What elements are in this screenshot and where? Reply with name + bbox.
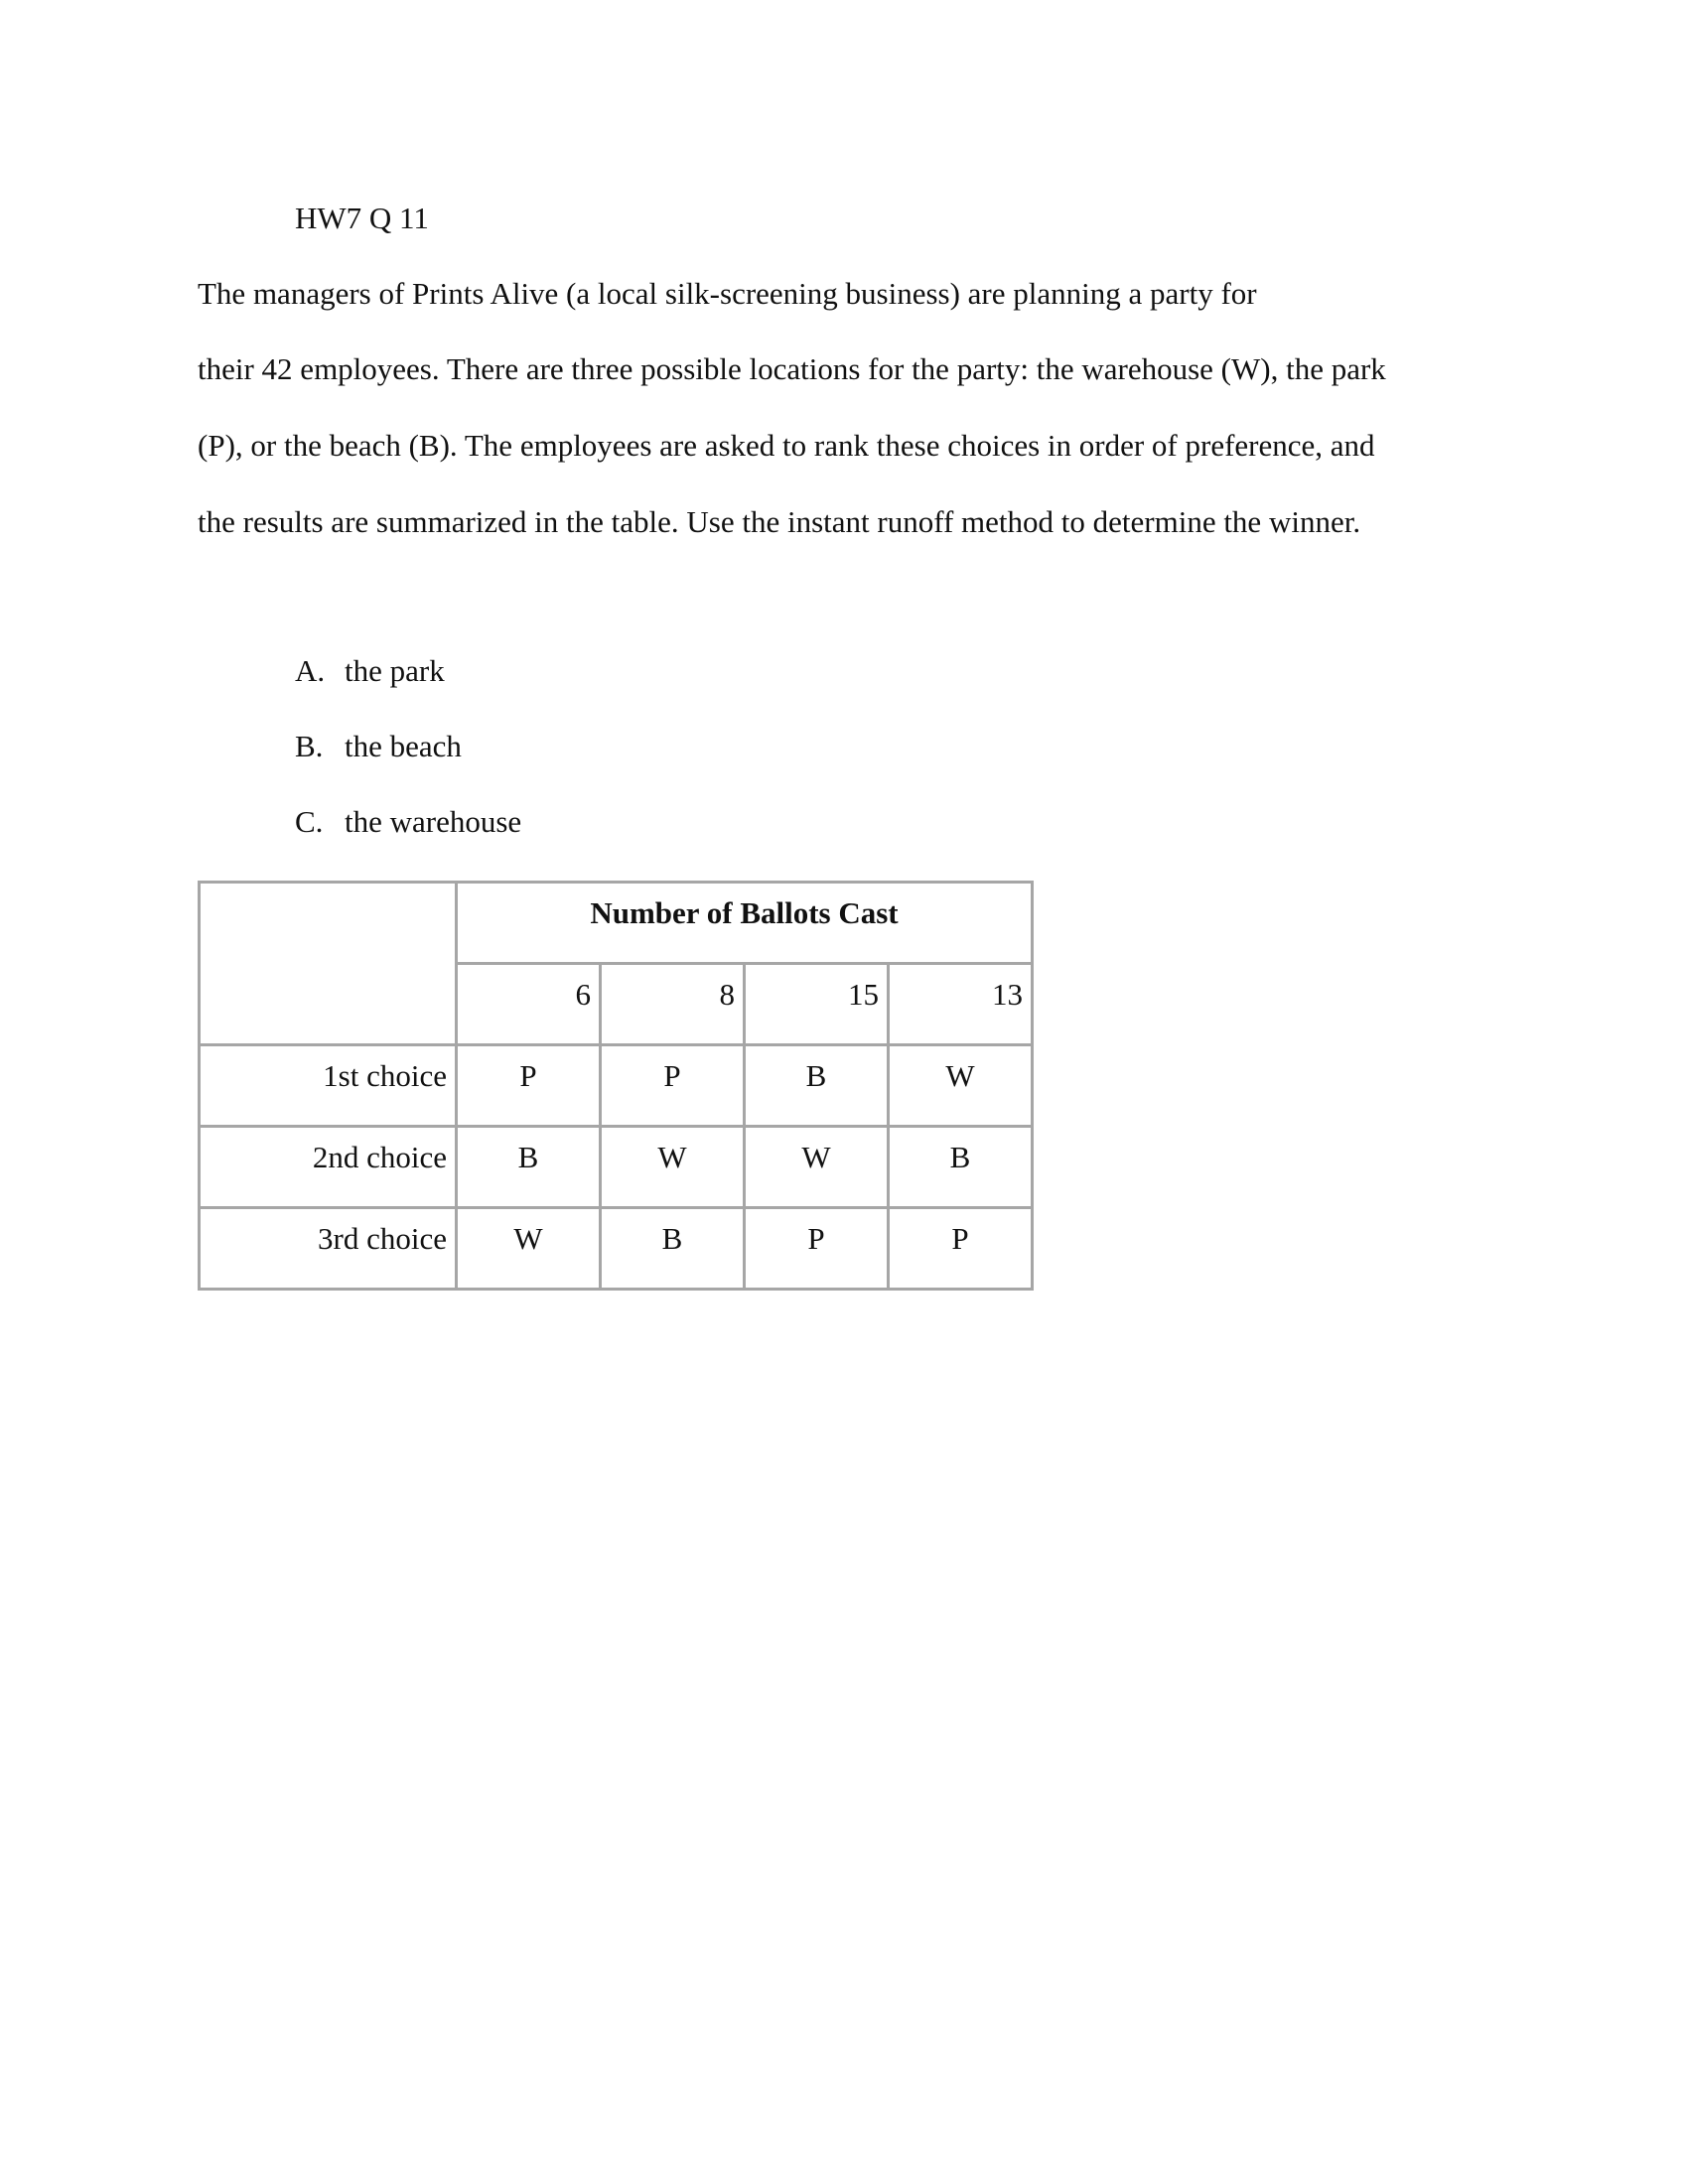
- choice-cell: W: [889, 1045, 1033, 1127]
- choice-cell: W: [457, 1208, 601, 1290]
- row-label: 1st choice: [200, 1045, 457, 1127]
- question-line-1: The managers of Prints Alive (a local silk-screening business) are planning a party for: [198, 276, 1257, 311]
- table-row: [200, 1208, 1033, 1290]
- choice-cell: B: [889, 1127, 1033, 1208]
- choice-cell: B: [457, 1127, 601, 1208]
- ballot-count-cell: 8: [601, 964, 745, 1045]
- question-line-3: (P), or the beach (B). The employees are asked to rank these choices in order of preference, and: [198, 428, 1375, 463]
- choice-cell: W: [745, 1127, 889, 1208]
- question-heading: HW7 Q 11: [295, 201, 429, 235]
- choice-cell: P: [457, 1045, 601, 1127]
- row-label: 3rd choice: [200, 1208, 457, 1290]
- table-row: [200, 1045, 1033, 1127]
- answer-option-a: [295, 653, 521, 729]
- option-letter: A.: [295, 653, 326, 688]
- answer-option-b: [295, 729, 521, 804]
- choice-cell: W: [601, 1127, 745, 1208]
- table-header-row: [200, 883, 1033, 964]
- option-text: the park: [345, 653, 445, 688]
- question-line-4: the results are summarized in the table. Use the instant runoff method to determine the winner.: [198, 504, 1361, 539]
- choice-cell: B: [745, 1045, 889, 1127]
- choice-cell: B: [601, 1208, 745, 1290]
- choice-cell: P: [745, 1208, 889, 1290]
- option-letter: B.: [295, 729, 324, 763]
- ballot-count-cell: 13: [889, 964, 1033, 1045]
- option-letter: C.: [295, 804, 324, 839]
- question-line-2: their 42 employees. There are three possible locations for the party: the warehouse (W), the park: [198, 351, 1386, 386]
- ballot-preference-table: [198, 881, 1034, 1291]
- ballot-count-cell: 15: [745, 964, 889, 1045]
- answer-options: [295, 653, 521, 880]
- option-text: the beach: [345, 729, 462, 763]
- empty-corner-cell: [200, 883, 457, 1045]
- table-row: [200, 1127, 1033, 1208]
- ballots-cast-header: Number of Ballots Cast: [457, 883, 1033, 964]
- answer-option-c: [295, 804, 521, 880]
- ballot-count-cell: 6: [457, 964, 601, 1045]
- choice-cell: P: [889, 1208, 1033, 1290]
- option-text: the warehouse: [345, 804, 522, 839]
- row-label: 2nd choice: [200, 1127, 457, 1208]
- choice-cell: P: [601, 1045, 745, 1127]
